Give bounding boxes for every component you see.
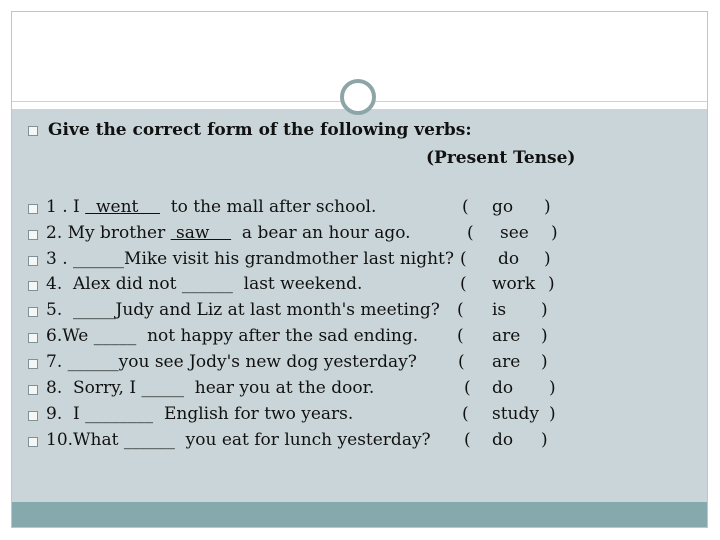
close-paren: ) bbox=[544, 249, 551, 269]
instruction-title: Give the correct form of the following verbs: bbox=[48, 120, 472, 140]
answer-blank: _____ bbox=[141, 378, 184, 398]
question-text bbox=[46, 249, 454, 269]
bullet-icon bbox=[28, 411, 38, 421]
question-suffix: you eat for lunch yesterday? bbox=[174, 430, 431, 450]
exercise-item bbox=[0, 197, 720, 223]
answer-blank: went bbox=[85, 197, 160, 217]
exercise-item bbox=[0, 404, 720, 430]
base-verb: do bbox=[498, 249, 520, 269]
open-paren: ( bbox=[458, 352, 465, 372]
question-prefix: 10.What bbox=[46, 430, 124, 450]
close-paren: ) bbox=[541, 326, 548, 346]
base-verb: study bbox=[492, 404, 539, 424]
question-text bbox=[46, 352, 417, 372]
close-paren: ) bbox=[549, 378, 556, 398]
question-prefix: 8. Sorry, I bbox=[46, 378, 142, 398]
exercise-item bbox=[0, 223, 720, 249]
bullet-icon bbox=[28, 437, 38, 447]
answer-blank: ________ bbox=[85, 404, 154, 424]
circle-ornament-icon bbox=[340, 79, 376, 115]
exercise-item bbox=[0, 430, 720, 456]
bullet-icon bbox=[28, 256, 38, 266]
bullet-icon bbox=[28, 204, 38, 214]
base-verb: is bbox=[492, 300, 507, 320]
close-paren: ) bbox=[548, 274, 555, 294]
open-paren: ( bbox=[467, 223, 474, 243]
exercise-item bbox=[0, 300, 720, 326]
close-paren: ) bbox=[541, 352, 548, 372]
exercise-item bbox=[0, 249, 720, 275]
question-text bbox=[46, 326, 418, 346]
question-suffix: to the mall after school. bbox=[159, 197, 377, 217]
question-suffix: English for two years. bbox=[153, 404, 354, 424]
question-text bbox=[46, 300, 440, 320]
question-prefix: 7. bbox=[46, 352, 68, 372]
base-verb: see bbox=[500, 223, 529, 243]
question-text bbox=[46, 378, 374, 398]
question-prefix: 5. bbox=[46, 300, 74, 320]
question-prefix: 3 . bbox=[46, 249, 74, 269]
open-paren: ( bbox=[457, 326, 464, 346]
question-text bbox=[46, 430, 431, 450]
question-suffix: Judy and Liz at last month's meeting? bbox=[115, 300, 440, 320]
bullet-icon bbox=[28, 126, 38, 136]
base-verb: are bbox=[492, 326, 521, 346]
open-paren: ( bbox=[457, 300, 464, 320]
answer-blank: ______ bbox=[67, 352, 119, 372]
exercise-item bbox=[0, 352, 720, 378]
answer-blank: ______ bbox=[123, 430, 175, 450]
question-prefix: 2. My brother bbox=[46, 223, 171, 243]
answer-blank: _____ bbox=[73, 300, 116, 320]
open-paren: ( bbox=[464, 430, 471, 450]
bullet-icon bbox=[28, 281, 38, 291]
close-paren: ) bbox=[549, 404, 556, 424]
base-verb: are bbox=[492, 352, 521, 372]
bullet-icon bbox=[28, 333, 38, 343]
open-paren: ( bbox=[464, 378, 471, 398]
question-prefix: 4. Alex did not bbox=[46, 274, 182, 294]
question-text bbox=[46, 197, 376, 217]
question-suffix: you see Jody's new dog yesterday? bbox=[118, 352, 417, 372]
answer-blank: ______ bbox=[73, 249, 125, 269]
question-text bbox=[46, 274, 362, 294]
close-paren: ) bbox=[551, 223, 558, 243]
question-prefix: 9. I bbox=[46, 404, 86, 424]
bullet-icon bbox=[28, 359, 38, 369]
answer-blank: _____ bbox=[93, 326, 137, 346]
base-verb: go bbox=[492, 197, 514, 217]
question-suffix: hear you at the door. bbox=[183, 378, 375, 398]
question-prefix: 1 . I bbox=[46, 197, 86, 217]
exercise-item bbox=[0, 378, 720, 404]
bullet-icon bbox=[28, 307, 38, 317]
bullet-icon bbox=[28, 385, 38, 395]
close-paren: ) bbox=[541, 430, 548, 450]
base-verb: do bbox=[492, 430, 514, 450]
base-verb: work bbox=[492, 274, 536, 294]
answer-blank: ______ bbox=[181, 274, 233, 294]
question-suffix: Mike visit his grandmother last night? bbox=[124, 249, 454, 269]
question-text bbox=[46, 223, 411, 243]
open-paren: ( bbox=[462, 404, 469, 424]
question-suffix: not happy after the sad ending. bbox=[136, 326, 419, 346]
open-paren: ( bbox=[460, 274, 467, 294]
question-suffix: last weekend. bbox=[232, 274, 363, 294]
question-prefix: 6.We bbox=[46, 326, 94, 346]
base-verb: do bbox=[492, 378, 514, 398]
footer-bar bbox=[12, 502, 707, 527]
question-text bbox=[46, 404, 353, 424]
exercise-item bbox=[0, 274, 720, 300]
open-paren: ( bbox=[462, 197, 469, 217]
bullet-icon bbox=[28, 230, 38, 240]
exercise-item bbox=[0, 326, 720, 352]
answer-blank: saw bbox=[170, 223, 232, 243]
close-paren: ) bbox=[541, 300, 548, 320]
question-suffix: a bear an hour ago. bbox=[231, 223, 411, 243]
close-paren: ) bbox=[544, 197, 551, 217]
tense-label: (Present Tense) bbox=[426, 148, 576, 168]
open-paren: ( bbox=[460, 249, 467, 269]
